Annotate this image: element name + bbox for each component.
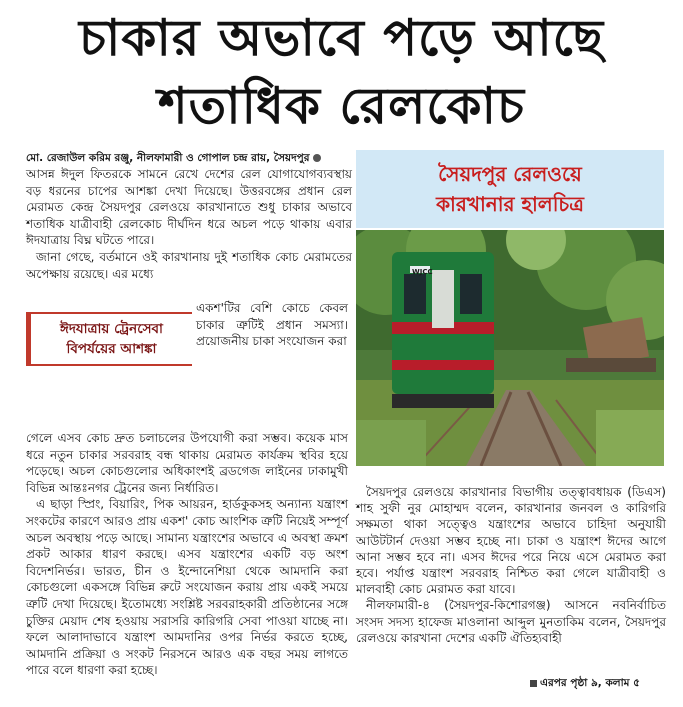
article-paragraph-2a: জানা গেছে, বর্তমানে ওই কারখানায় দুই শতাধিক কোচ মেরামতের অপেক্ষায় রয়েছে। এর মধ্যে [26,249,352,281]
railcoach-photo [356,230,664,466]
pull-quote [26,312,192,366]
article-paragraph-2c: গেলে এসব কোচ দ্রুত চলাচলের উপযোগী করা সম্ভব। কয়েক মাস ধরে নতুন চাকার সরবরাহ বন্ধ থাকায় মেরামত কার্যক্রম স্থবির হয়ে পড়েছে। অচল কোচগুলোর অধিকাংশই ব্রডগেজ লাইনের ঢাকামুখী বিভিন্ন আন্তঃনগর ট্রেনের জন্য নির্ধারিত। [26,431,348,495]
article-paragraph-3: এ ছাড়া স্প্রিং, বিয়ারিং, পিক আয়রন, হার্ডকুকসহ অন্যান্য যন্ত্রাংশ সংকটের কারণে আরও প্রায় একশ' কোচ আংশিক ত্রুটি নিয়েই সম্পূর্ণ অচল অবস্থায় পড়ে আছে। সামান্য যন্ত্রাংশের অভাবে এ অবস্থা ক্রমশ প্রকট আকার ধারণ করছে। এসব যন্ত্রাংশের একটি বড় অংশ বিদেশনির্ভর। ভারত, চীন ও ইন্দোনেশিয়া থেকে আমদানি করা কোচগুলো একসঙ্গে বিভিন্ন রুটে সংযোজন করায় প্রায় একই সময়ে ত্রুটি দেখা দিয়েছে। ইতোমধ্যে সংশ্লিষ্ট সরবরাহকারী প্রতিষ্ঠানের সঙ্গে চুক্তির মেয়াদ শেষ হওয়ায় সরাসরি কারিগরি সেবা পাওয়া যাচ্ছে না। ফলে আলাদাভাবে যন্ত্রাংশ আমদানির ওপর নির্ভর করতে হচ্ছে, আমদানি প্রক্রিয়া ও সংকট নিরসনে আরও এক বছর সময় লাগতে পারে বলে ধারণা করা হচ্ছে। [26,497,348,678]
pull-quote-line-2: বিপর্যয়ের আশঙ্কা [66,341,157,357]
byline [26,150,346,166]
article-column-bottom [26,430,348,679]
photo-banner-line-1: সৈয়দপুর রেলওয়ে [438,162,582,186]
continued-on-text: এরপর পৃষ্ঠা ৯, কলাম ৫ [540,677,640,689]
article-column-top [26,166,352,282]
coach-label: WJCC [412,268,433,276]
square-bullet-icon [530,680,537,687]
right-paragraph-2: নীলফামারী-৪ (সৈয়দপুর-কিশোরগঞ্জ) আসনে নবনির্বাচিত সংসদ সদস্য হাফেজ মাওলানা আব্দুল মুনতাকিম বলেন, সৈয়দপুর রেলওয়ে কারখানা দেশের একটি ঐতিহ্যবাহী [356,598,666,645]
right-paragraph-1: সৈয়দপুর রেলওয়ে কারখানার বিভাগীয় তত্ত্বাবধায়ক (ডিএস) শাহ সুফী নুর মোহাম্মদ বলেন, কারখানার জনবল ও কারিগরি সক্ষমতা থাকা সত্ত্বেও যন্ত্রাংশের অভাবে চাহিদা অনুযায়ী আউটটার্ন দেওয়া সম্ভব হচ্ছে না। চাকা ও যন্ত্রাংশ ঈদের আগে আনা সম্ভব হবে না। এসব ঈদের পরে নিয়ে এসে মেরামত করা হবে। পর্যাপ্ত যন্ত্রাংশ সরবরাহ নিশ্চিত করা গেলে যাত্রীবাহী ও মালবাহী কোচ মেরামত করা যাবে। [356,485,666,597]
headline-line-1: চাকার অভাবে পড়ে আছে [78,8,605,67]
article-column-right [356,484,666,646]
continued-on [530,676,640,693]
photo-banner-line-2: কারখানার হালচিত্র [436,192,584,216]
pull-quote-line-1: ঈদযাত্রায় ট্রেনসেবা [60,321,163,337]
byline-text: মো. রেজাউল করিম রঞ্জু, নীলফামারী ও গোপাল চন্দ্র রায়, সৈয়দপুর [26,152,310,164]
railcoach-photo-illustration [356,230,664,466]
bullet-icon [313,154,321,162]
article-paragraph-2b: একশ'টির বেশি কোচে কেবল চাকার ত্রুটিই প্রধান সমস্যা। প্রয়োজনীয় চাকা সংযোজন করা [196,301,348,349]
photo-banner [356,150,664,228]
article-paragraph-1: আসন্ন ঈদুল ফিতরকে সামনে রেখে দেশের রেল যোগাযোগব্যবস্থায় বড় ধরনের চাপের আশঙ্কা দেখা দিয়েছে। উত্তরবঙ্গের প্রধান রেল মেরামত কেন্দ্র সৈয়দপুর রেলওয়ে কারখানাতে শুধু চাকার অভাবে শতাধিক যাত্রীবাহী রেলকোচ দীর্ঘদিন ধরে অচল পড়ে থাকায় এবার ঈদযাত্রায় বিঘ্ন ঘটতে পারে। [26,167,352,248]
headline-line-2: শতাধিক রেলকোচ [158,76,525,135]
